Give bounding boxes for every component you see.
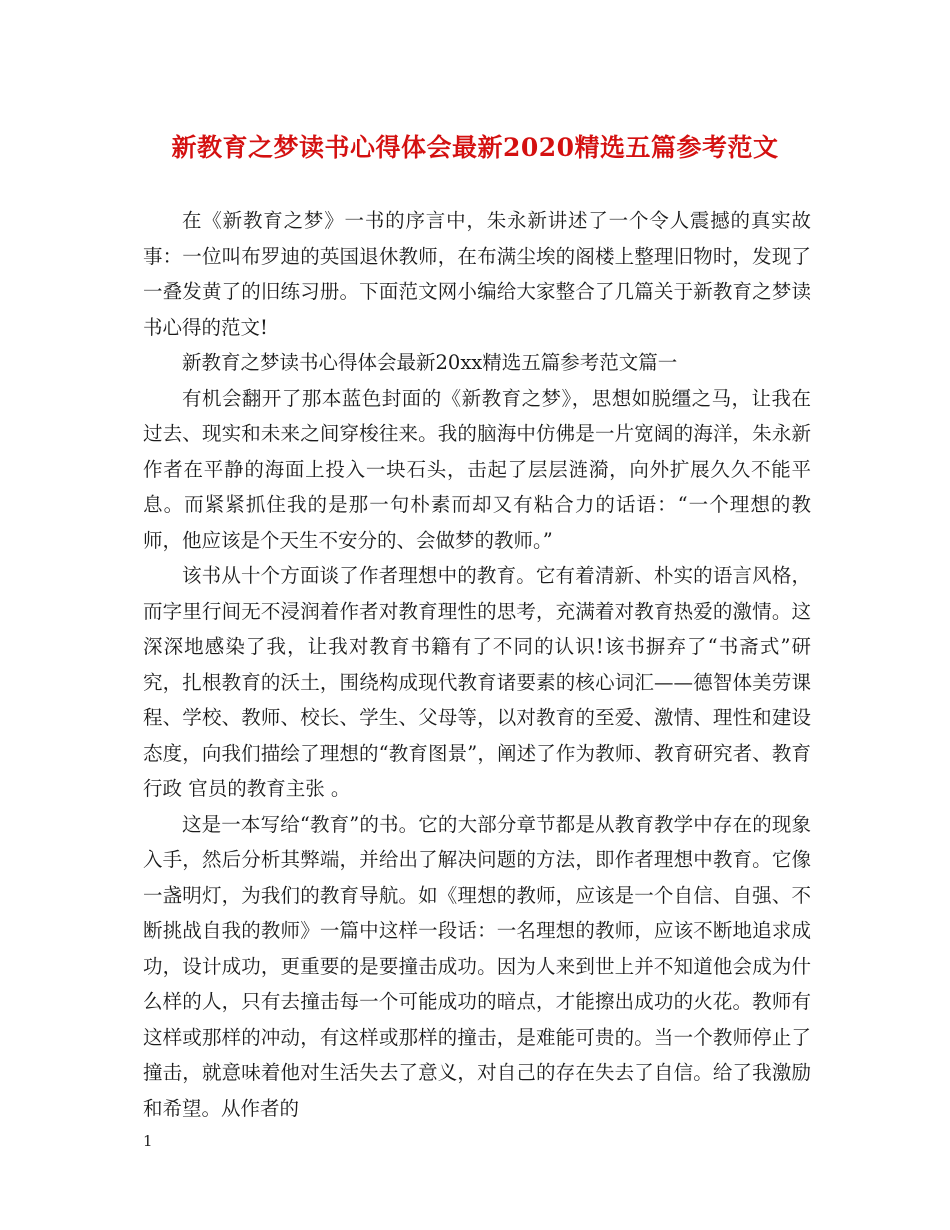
page-number: 1 xyxy=(143,1132,153,1150)
paragraph-1: 有机会翻开了那本蓝色封面的《新教育之梦》，思想如脱缰之马，让我在过去、现实和未来之间穿梭往来。我的脑海中仿佛是一片宽阔的海洋，朱永新作者在平静的海面上投入一块石头，击起了层层涟漪，向外扩展久久不能平息。而紧紧抓住我的是那一句朴素而却又有粘合力的话语：“一个理想的教师，他应该是个天生不安分的、会做梦的教师。” xyxy=(143,386,811,552)
section-heading: 新教育之梦读书心得体会最新20xx精选五篇参考范文篇一 xyxy=(182,351,678,374)
paragraph-2: 该书从十个方面谈了作者理想中的教育。它有着清新、朴实的语言风格，而字里行间无不浸润着作者对教育理性的思考，充满着对教育热爱的激情。这深深地感染了我，让我对教育书籍有了不同的认识!该书摒弃了“书斋式”研究，扎根教育的沃土，围绕构成现代教育诸要素的核心词汇——德智体美劳课程、学校、教师、校长、学生、父母等，以对教育的至爱、激情、理性和建设态度，向我们描绘了理想的“教育图景”，阐述了作为教师、教育研究者、教育行政 官员的教育主张 。 xyxy=(143,564,811,800)
paragraph-3: 这是一本写给“教育”的书。它的大部分章节都是从教育教学中存在的现象入手，然后分析其弊端，并给出了解决问题的方法，即作者理想中教育。它像一盏明灯，为我们的教育导航。如《理想的教师，应该是一个自信、自强、不断挑战自我的教师》一篇中这样一段话：一名理想的教师，应该不断地追求成功，设计成功，更重要的是要撞击成功。因为人来到世上并不知道他会成为什么样的人，只有去撞击每一个可能成功的暗点，才能擦出成功的火花。教师有这样或那样的冲动，有这样或那样的撞击，是难能可贵的。当一个教师停止了撞击，就意味着他对生活失去了意义，对自己的存在失去了自信。给了我激励和希望。从作者的 xyxy=(143,812,811,1120)
document-title: 新教育之梦读书心得体会最新2020精选五篇参考范文 xyxy=(171,133,779,162)
document-body xyxy=(143,203,811,1126)
paragraph-intro: 在《新教育之梦》一书的序言中，朱永新讲述了一个令人震撼的真实故事：一位叫布罗迪的英国退休教师，在布满尘埃的阁楼上整理旧物时，发现了一叠发黄了的旧练习册。下面范文网小编给大家整合了几篇关于新教育之梦读书心得的范文! xyxy=(143,209,811,339)
